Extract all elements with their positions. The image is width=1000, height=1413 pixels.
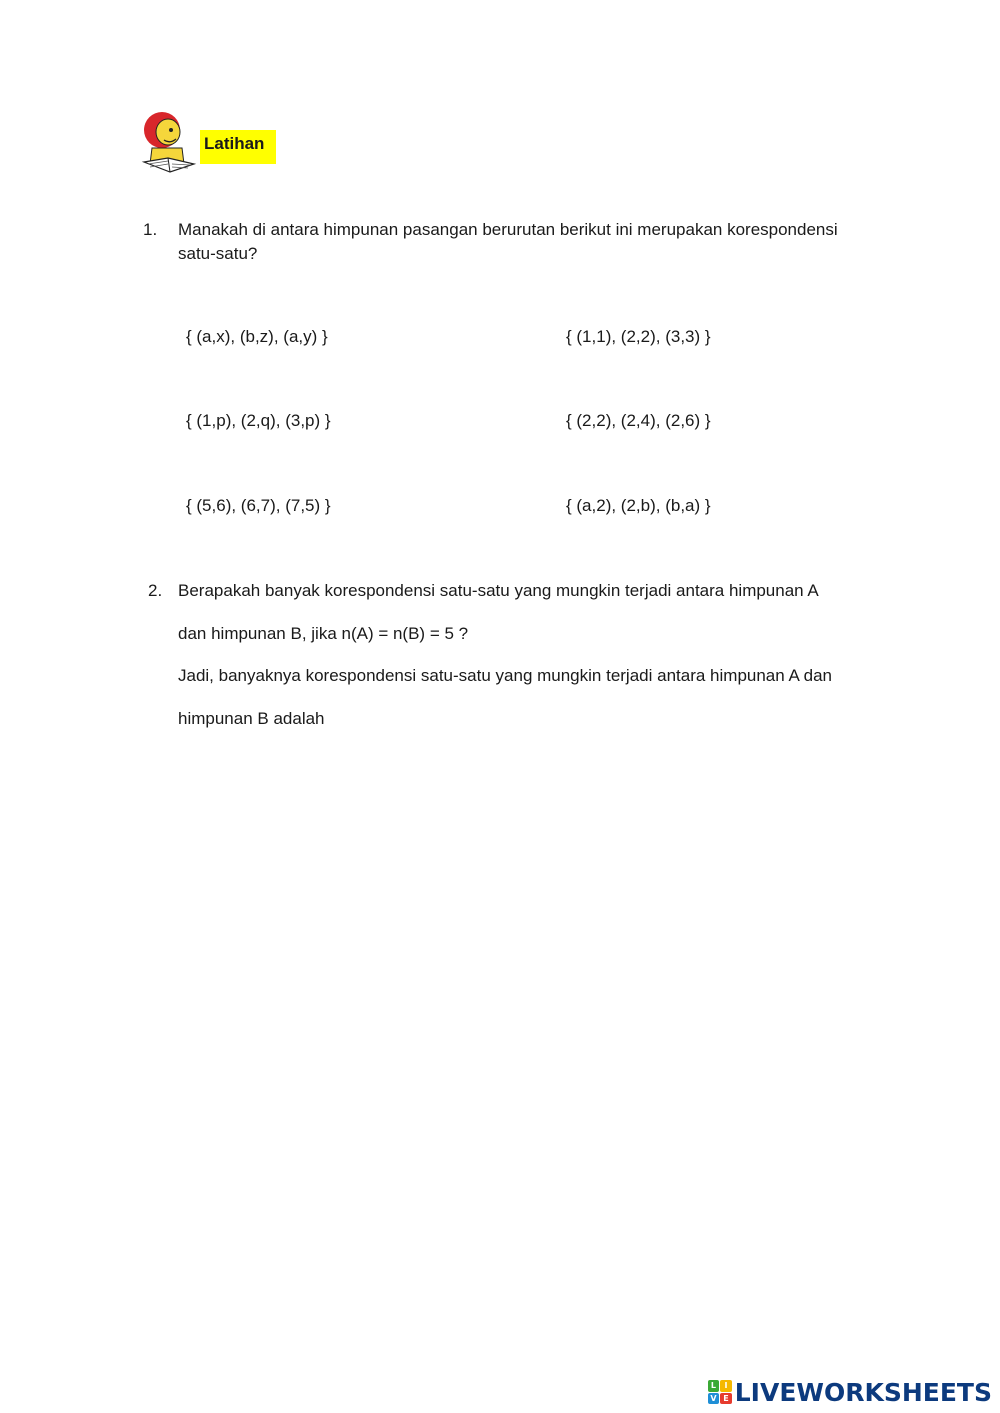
logo-mark-icon xyxy=(708,1380,732,1404)
reading-kid-icon xyxy=(138,108,198,178)
option-set: { (a,x), (b,z), (a,y) } xyxy=(186,327,328,346)
option-set: { (5,6), (6,7), (7,5) } xyxy=(186,496,331,515)
question-1-line-2: satu-satu? xyxy=(178,244,258,263)
liveworksheets-logo xyxy=(708,1377,992,1407)
question-1-line-1: Manakah di antara himpunan pasangan berurutan berikut ini merupakan korespondensi xyxy=(178,220,838,239)
option-set: { (1,1), (2,2), (3,3) } xyxy=(566,327,711,346)
option-set: { (1,p), (2,q), (3,p) } xyxy=(186,411,331,430)
section-heading: Latihan xyxy=(200,130,276,164)
question-2-line-1: Berapakah banyak korespondensi satu-satu yang mungkin terjadi antara himpunan A xyxy=(178,581,819,600)
logo-text: LIVEWORKSHEETS xyxy=(734,1377,992,1407)
logo-letter: I xyxy=(720,1380,732,1392)
logo-letter: L xyxy=(708,1380,720,1392)
option-set: { (2,2), (2,4), (2,6) } xyxy=(566,411,711,430)
question-2-number: 2. xyxy=(148,581,163,600)
answer-line-1: Jadi, banyaknya korespondensi satu-satu yang mungkin terjadi antara himpunan A dan xyxy=(178,666,832,685)
option-set: { (a,2), (2,b), (b,a) } xyxy=(566,496,711,515)
answer-line-2: himpunan B adalah xyxy=(178,709,325,728)
logo-letter: E xyxy=(720,1393,732,1405)
question-2-line-2: dan himpunan B, jika n(A) = n(B) = 5 ? xyxy=(178,624,469,643)
question-1-number: 1. xyxy=(143,220,158,239)
question-1-text xyxy=(178,218,918,266)
logo-letter: V xyxy=(708,1393,720,1405)
